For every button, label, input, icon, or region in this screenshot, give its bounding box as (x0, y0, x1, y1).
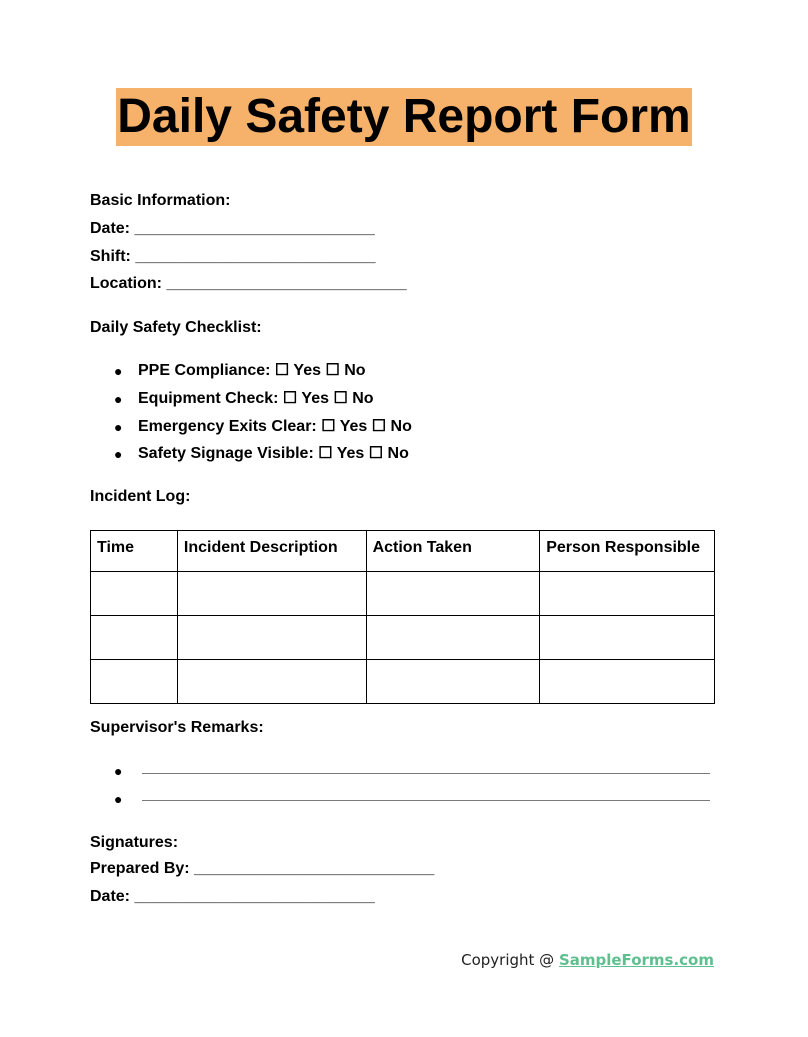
checklist-item-exits[interactable]: Emergency Exits Clear: ☐ Yes ☐ No (138, 418, 412, 435)
bullet-icon: ● (114, 763, 123, 779)
shift-field[interactable]: Shift: ___________________________ (90, 248, 376, 265)
table-header-row (91, 531, 715, 572)
table-cell[interactable] (91, 660, 178, 704)
bullet-icon: ● (114, 391, 123, 407)
date-field[interactable]: Date: ___________________________ (90, 220, 375, 237)
table-cell[interactable] (540, 616, 715, 660)
remarks-heading: Supervisor's Remarks: (90, 719, 264, 736)
column-header-action: Action Taken (366, 531, 540, 572)
table-cell[interactable] (366, 572, 540, 616)
table-cell[interactable] (540, 572, 715, 616)
table-cell[interactable] (366, 660, 540, 704)
table-row (91, 660, 715, 704)
bullet-icon: ● (114, 419, 123, 435)
checklist-item-equipment[interactable]: Equipment Check: ☐ Yes ☐ No (138, 390, 374, 407)
bullet-icon: ● (114, 446, 123, 462)
page-title: Daily Safety Report Form (116, 88, 691, 146)
title-container (0, 88, 808, 146)
column-header-person: Person Responsible (540, 531, 715, 572)
basic-info-heading: Basic Information: (90, 192, 231, 209)
checklist-item-signage[interactable]: Safety Signage Visible: ☐ Yes ☐ No (138, 445, 409, 462)
signatures-heading: Signatures: (90, 834, 179, 851)
table-row (91, 616, 715, 660)
table-cell[interactable] (91, 616, 178, 660)
remark-line-2[interactable] (142, 800, 710, 801)
table-cell[interactable] (540, 660, 715, 704)
table-row (91, 572, 715, 616)
table-cell[interactable] (91, 572, 178, 616)
column-header-description: Incident Description (177, 531, 366, 572)
remark-line-1[interactable] (142, 773, 710, 774)
incident-log-table (90, 530, 715, 704)
table-cell[interactable] (177, 572, 366, 616)
signature-date-field[interactable]: Date: ___________________________ (90, 888, 375, 905)
copyright-text: Copyright @ (461, 951, 559, 969)
bullet-icon: ● (114, 791, 123, 807)
location-field[interactable]: Location: ___________________________ (90, 275, 407, 292)
checklist-heading: Daily Safety Checklist: (90, 319, 262, 336)
prepared-by-field[interactable]: Prepared By: ___________________________ (90, 860, 435, 877)
incident-log-heading: Incident Log: (90, 488, 191, 505)
table-cell[interactable] (177, 616, 366, 660)
table-cell[interactable] (177, 660, 366, 704)
column-header-time: Time (91, 531, 178, 572)
table-cell[interactable] (366, 616, 540, 660)
checklist-item-ppe[interactable]: PPE Compliance: ☐ Yes ☐ No (138, 362, 366, 379)
copyright-footer (461, 950, 714, 970)
sampleforms-link[interactable]: SampleForms.com (558, 951, 714, 969)
bullet-icon: ● (114, 363, 123, 379)
